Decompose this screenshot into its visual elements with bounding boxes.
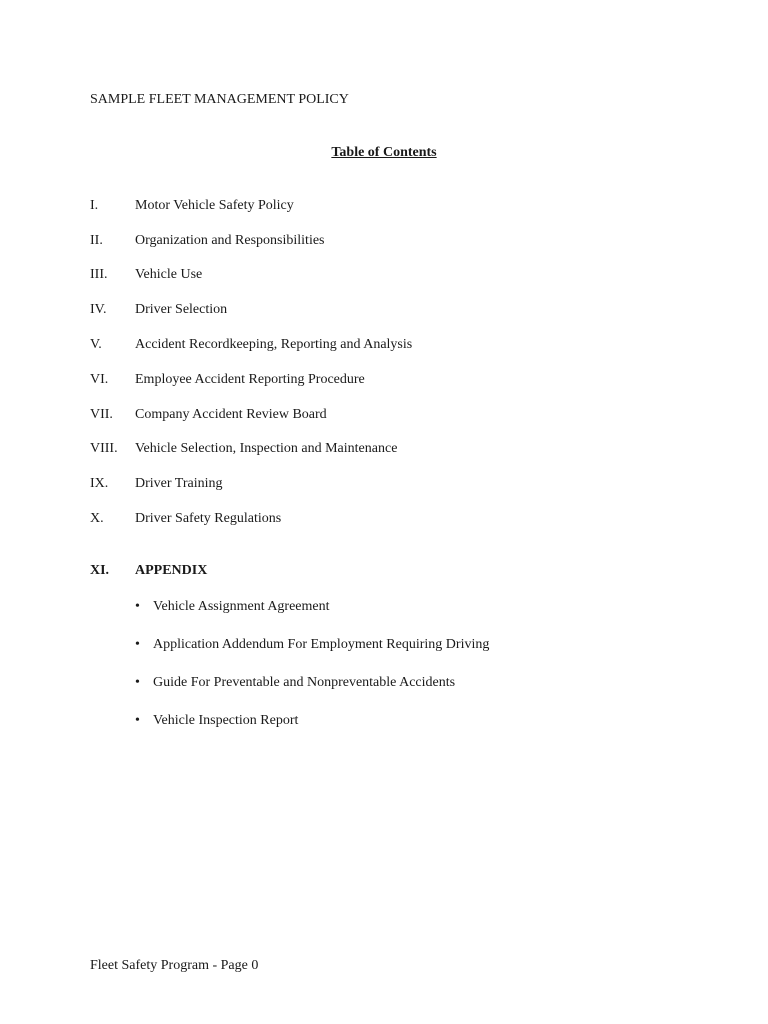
toc-entry-label: Vehicle Selection, Inspection and Maintenance	[135, 441, 398, 456]
toc-entry-number: IX.	[90, 476, 109, 491]
appendix-item	[135, 711, 298, 731]
toc-entry-number: VII.	[90, 407, 113, 422]
toc-entry-label: Driver Safety Regulations	[135, 511, 282, 526]
toc-entry-label: Motor Vehicle Safety Policy	[135, 198, 294, 213]
toc-entry-label: Employee Accident Reporting Procedure	[135, 372, 365, 387]
toc-entry-number: VIII.	[90, 441, 118, 456]
toc-entry-number: IV.	[90, 302, 107, 317]
document-title: SAMPLE FLEET MANAGEMENT POLICY	[90, 92, 349, 107]
bullet-icon: •	[135, 713, 140, 728]
toc-entry-number: X.	[90, 511, 104, 526]
toc-entry-number: VI.	[90, 372, 109, 387]
appendix-item	[135, 635, 489, 655]
page-footer: Fleet Safety Program - Page 0	[90, 958, 259, 973]
toc-entry-number: V.	[90, 337, 102, 352]
appendix-item-label: Guide For Preventable and Nonpreventable Accidents	[153, 675, 456, 690]
toc-entry-label: Organization and Responsibilities	[135, 233, 325, 248]
toc-heading: Table of Contents	[331, 145, 437, 160]
toc-entry-number: III.	[90, 267, 108, 282]
bullet-icon: •	[135, 637, 140, 652]
toc-entry-label: Driver Selection	[135, 302, 228, 317]
toc-entry-number: I.	[90, 198, 99, 213]
toc-entry-label: Accident Recordkeeping, Reporting and Analysis	[135, 337, 413, 352]
appendix-item-label: Application Addendum For Employment Requiring Driving	[153, 637, 490, 652]
appendix-item	[135, 673, 455, 693]
toc-entry-number: II.	[90, 233, 103, 248]
appendix-item	[135, 597, 330, 617]
toc-entry-label: Vehicle Use	[135, 267, 203, 282]
bullet-icon: •	[135, 675, 140, 690]
toc-entry-label: Driver Training	[135, 476, 223, 491]
appendix-item-label: Vehicle Assignment Agreement	[153, 599, 330, 614]
appendix-item-label: Vehicle Inspection Report	[153, 713, 299, 728]
toc-entry-number: XI.	[90, 563, 110, 578]
toc-entry-label: Company Accident Review Board	[135, 407, 327, 422]
toc-entry-label: APPENDIX	[135, 563, 208, 578]
bullet-icon: •	[135, 599, 140, 614]
